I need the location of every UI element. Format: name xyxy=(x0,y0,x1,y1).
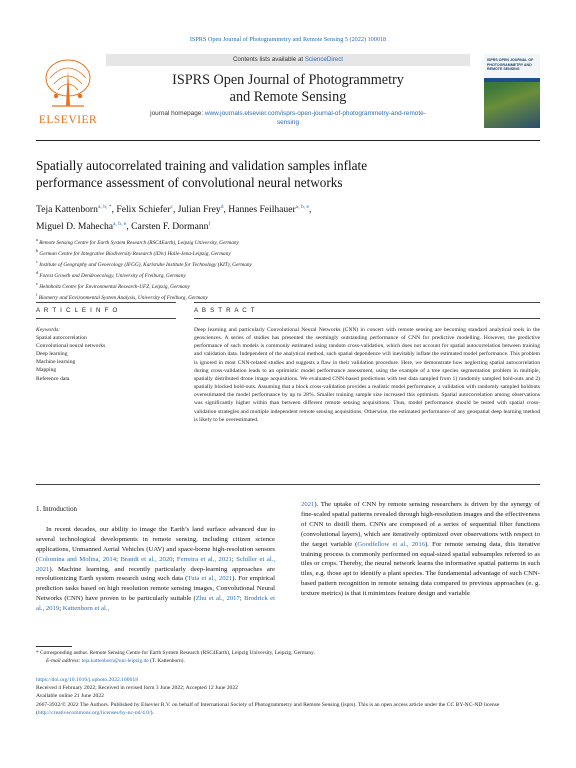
citation-link[interactable]: Tuia et al., 2021 xyxy=(187,575,233,583)
doi-link[interactable]: https://doi.org/10.1016/j.ophoto.2022.100018 xyxy=(36,677,138,683)
author-name[interactable]: Felix Schiefer xyxy=(116,204,171,216)
affiliation-item xyxy=(36,236,540,247)
journal-homepage xyxy=(106,110,470,127)
contents-bar xyxy=(106,54,470,66)
affiliation-list xyxy=(36,236,540,302)
author-affil-marks[interactable]: d xyxy=(220,204,224,210)
author-name[interactable]: Carsten F. Dormann xyxy=(131,221,209,233)
copyright-notice xyxy=(36,701,540,717)
citation-link[interactable]: Schiller et al., 2021 xyxy=(36,555,276,573)
affiliation-text: Helmholtz Centre for Environmental Research-UFZ, Leipzig, Germany xyxy=(39,283,190,290)
intro-text: ). For remote sensing data, this iterative training process is commonly performed on equal-sized spatial subsamples referred to as tiles or crops. Thereby, the neural network learns the informative spatial patterns in such tiles, e.g. those apt to identify a plant species. The fundamental advantage of such CNN-based pattern recognition in remote sensing data compared to previous approaches (e. g. texture metrics) is that it minimizes feature design and variable xyxy=(301,540,540,598)
keyword-item: Machine learning xyxy=(36,359,76,366)
article-title-line-2: performance assessment of convolutional neural networks xyxy=(36,174,343,190)
article-info-rule xyxy=(36,318,176,319)
intro-text: ; xyxy=(239,595,245,603)
intro-text: ). For empirical prediction tasks based on high resolution remote sensing images, Convolutional Neural Networks (CNN) have proven to be particularly suitable ( xyxy=(36,575,275,603)
journal-info-box xyxy=(106,54,470,136)
author-affil-marks[interactable]: f xyxy=(208,221,211,228)
affiliation-key: e xyxy=(36,280,38,286)
footnote-rule xyxy=(36,646,72,647)
intro-paragraph xyxy=(301,500,540,599)
cover-band xyxy=(484,78,540,82)
author-affil-marks[interactable]: c xyxy=(170,204,173,210)
intro-text: ). The uptake of CNN by remote sensing researchers is driven by the synergy of fine-scaled spatial patterns revealed through high-resolution images and the effectiveness of CNN to distill them. CNNs are composed of a series of sequential filter functions (convolutional layers), which are iteratively optimized over observations with respect to the target variable ( xyxy=(301,501,540,548)
email-link[interactable]: teja.kattenborn@uni-leipzig.de xyxy=(81,658,149,664)
journal-title-line-2: and Remote Sensing xyxy=(229,88,347,105)
citation-link[interactable]: Brodrick et al., 2019 xyxy=(36,595,275,613)
author-name[interactable]: Miguel D. Mahecha xyxy=(36,221,113,233)
citation-link[interactable]: 2021 xyxy=(301,501,315,508)
affiliation-text: German Centre for Integrative Biodiversity Research (iDiv) Halle-Jena-Leipzig, Germany xyxy=(39,250,231,257)
author-separator: , xyxy=(223,204,229,216)
sciencedirect-link[interactable]: ScienceDirect xyxy=(304,56,344,63)
keyword-item: Deep learning xyxy=(36,351,68,358)
abstract-heading: A B S T R A C T xyxy=(194,307,256,314)
intro-heading: 1. Introduction xyxy=(36,506,77,513)
affiliation-text: Remote Sensing Centre for Earth System Research (RSC4Earth), Leipzig University, Germany xyxy=(39,239,239,246)
author-line-1 xyxy=(36,200,540,217)
footnote-corresponding xyxy=(36,649,540,657)
affiliation-key: a xyxy=(36,237,38,242)
abstract-bottom-rule xyxy=(36,484,540,485)
affiliation-text: Biometry and Environmental System Analysis, University of Freiburg, Germany xyxy=(38,294,208,301)
affiliation-key: b xyxy=(36,247,39,253)
keywords-label: Keywords: xyxy=(36,327,61,333)
intro-text: ; xyxy=(116,555,121,563)
affiliation-key: d xyxy=(36,269,39,275)
copyright-text: 2667-3932/© 2022 The Authors. Published by Elsevier B.V. on behalf of International Society of Photogrammetry and Remote Sensing (isprs). This is an open access article under the CC BY-NC-ND license ( xyxy=(36,701,500,716)
affiliation-item xyxy=(36,247,540,258)
email-label: E-mail address: xyxy=(46,658,82,664)
abstract-rule xyxy=(194,318,540,319)
citation-link[interactable]: Colomina and Molina, 2014 xyxy=(38,555,117,563)
author-name[interactable]: Julian Frey xyxy=(177,204,221,216)
article-info-rule-top xyxy=(36,302,176,303)
elsevier-tree-icon xyxy=(42,56,94,110)
intro-text: ; xyxy=(231,555,237,563)
intro-right-column xyxy=(301,500,540,599)
received-dates: Received 4 February 2022; Received in revised form 3 June 2022; Accepted 12 June 2022 xyxy=(36,685,238,692)
cover-header xyxy=(484,54,540,78)
citation-link[interactable]: Kattenborn et al., xyxy=(62,605,110,613)
keyword-item: Mapping xyxy=(36,367,57,374)
author-name[interactable]: Hannes Feilhauer xyxy=(228,204,296,216)
elsevier-logo[interactable] xyxy=(36,54,100,136)
homepage-label: journal homepage: xyxy=(150,110,205,117)
journal-title xyxy=(106,72,470,105)
citation-link[interactable]: Ferreira et al., 2021 xyxy=(176,555,232,563)
intro-text: In recent decades, our ability to image the Earth’s land surface advanced due to several technological developments in remote sensing, including citizen science applications, Unmanned Aerial Vehicles (UAV) and space-borne high-resolution sensors ( xyxy=(36,525,275,563)
email-suffix: (T. Kattenborn). xyxy=(148,658,185,664)
affiliation-text: Institute of Geography and Geoecology (IFGG), Karlsruhe Institute for Technology (KIT), Germany xyxy=(39,261,252,268)
keyword-item: Reference data xyxy=(36,375,70,382)
author-affil-marks[interactable]: a, b, e xyxy=(295,204,310,210)
affiliation-item xyxy=(36,280,540,291)
abstract-rule-top xyxy=(194,302,540,303)
affiliation-text: Forest Growth and Dendroecology, University of Freiburg, Germany xyxy=(39,272,186,279)
journal-title-line-1: ISPRS Open Journal of Photogrammetry xyxy=(172,72,404,88)
affiliation-key: f xyxy=(36,291,38,297)
journal-header xyxy=(36,54,540,136)
footnote-marker: * xyxy=(36,650,39,656)
copyright-end: ). xyxy=(150,709,154,716)
contents-prefix: Contents lists available at xyxy=(232,56,305,63)
article-title-line-1: Spatially autocorrelated training and validation samples inflate xyxy=(36,158,368,173)
abstract-text: Deep learning and particularly Convolutional Neural Networks (CNN) in concert with remote sensing are becoming standard analytical tools in the geosciences. A series of studies has presented the seemingly outstanding performance of CNN for predictive modelling. However, the predictive performance of such models is commonly estimated using random cross-validation, which does not account for spatial autocorrelation between training and validation data. Independent of the analytical method, such spatial dependence will inevitably inflate the estimated model performance. This problem is ignored in most CNN-related studies and suggests a flaw in their validation procedure. Here, we demonstrate how neglecting spatial autocorrelation during cross-validation leads to an optimistic model performance assessment, using the example of a tree species segmentation problem in multiple, spatially distributed drone image acquisitions. We evaluated CNN-based predictions with test data sampled from 1) randomly sampled hold-outs and 2) spatially blocked hold-outs. Assuming that a block cross-validation provides a realistic model performance, a validation with randomly sampled holdouts overestimated the model performance by up to 28%. Smaller training sample size increased this optimism. Spatial autocorrelation among observations was significantly higher within than between different remote sensing acquisitions. Thus, model performance should be tested with spatial cross-validation strategies and multiple independent remote sensing acquisitions. Otherwise, the estimated performance of any geospatial deep learning method is likely to be overestimated. xyxy=(194,327,540,423)
running-header[interactable]: ISPRS Open Journal of Photogrammetry and Remote Sensing 5 (2022) 100018 xyxy=(189,36,387,43)
homepage-link-cont[interactable]: sensing xyxy=(276,118,300,126)
author-separator: , xyxy=(126,221,132,233)
intro-text: ). Machine learning, and recently particularly deep-learning approaches are revolutionizing Earth system research using such data ( xyxy=(36,565,275,583)
author-separator: , xyxy=(309,204,312,216)
affiliation-item xyxy=(36,291,540,302)
footnote-email xyxy=(36,657,540,665)
intro-paragraph xyxy=(36,525,275,614)
author-separator: , xyxy=(111,204,117,216)
author-separator: , xyxy=(172,204,178,216)
article-metadata xyxy=(36,676,540,717)
citation-link[interactable]: Brandt et al., 2020 xyxy=(120,555,173,563)
footnote-text: Corresponding author. Remote Sensing Centre for Earth System Research (RSC4Earth), Leipzig University, Leipzig, Germany. xyxy=(40,650,315,656)
author-name[interactable]: Teja Kattenborn xyxy=(36,204,98,216)
article-info-heading: A R T I C L E I N F O xyxy=(36,307,119,314)
license-link[interactable]: http://creativecommons.org/licenses/by-nc-nd/4.0/ xyxy=(37,709,151,716)
keyword-item: Spatial autocorrelation xyxy=(36,335,87,342)
elsevier-wordmark: ELSEVIER xyxy=(38,114,98,126)
journal-cover-thumbnail[interactable] xyxy=(484,54,540,128)
header-rule xyxy=(36,140,540,141)
author-affil-marks[interactable]: a, b, e xyxy=(113,221,127,228)
cover-title: ISPRS OPEN JOURNAL OF PHOTOGRAMMETRY AND REMOTE SENSING xyxy=(487,58,534,72)
affiliation-item xyxy=(36,258,540,269)
keywords-block xyxy=(36,326,176,383)
author-list xyxy=(36,200,540,234)
online-date: Available online 21 June 2022 xyxy=(36,693,104,700)
citation-link[interactable]: Goodfellow et al., 2016 xyxy=(357,540,426,548)
keyword-item: Convolutional neural networks xyxy=(36,343,106,350)
intro-text: ; xyxy=(59,605,63,613)
intro-left-column xyxy=(36,505,275,614)
author-line-2 xyxy=(36,217,540,234)
affiliation-item xyxy=(36,269,540,280)
author-affil-marks[interactable]: a, b, * xyxy=(97,204,112,210)
footnote xyxy=(36,649,540,665)
affiliation-key: c xyxy=(36,258,38,264)
article-title xyxy=(36,158,540,191)
homepage-link[interactable]: www.journals.elsevier.com/isprs-open-journal-of-photogrammetry-and-remote- xyxy=(204,110,426,117)
citation-link[interactable]: Zhu et al., 2017 xyxy=(195,595,240,603)
intro-text: ; xyxy=(172,555,177,563)
